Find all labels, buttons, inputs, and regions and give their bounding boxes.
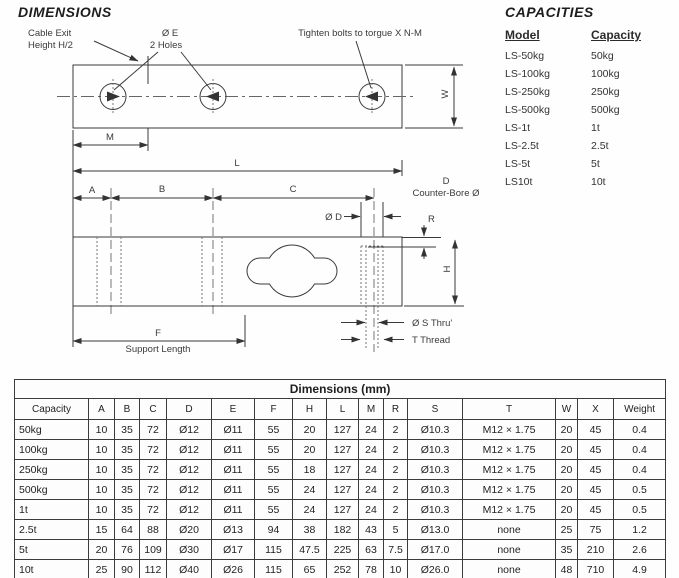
table-row <box>15 500 666 520</box>
cell-capacity: 500kg <box>15 480 89 500</box>
capacity-value: 5t <box>591 158 600 170</box>
cell-t: M12 × 1.75 <box>463 440 556 460</box>
cell-w: 20 <box>556 500 578 520</box>
capacity-value: 250kg <box>591 86 620 98</box>
capacity-column-header: Capacity <box>591 28 642 42</box>
cell-d: Ø12 <box>167 500 212 520</box>
dimension-t-thread <box>341 335 450 346</box>
cell-capacity: 100kg <box>15 440 89 460</box>
svg-text:W: W <box>440 89 451 99</box>
cell-c: 72 <box>140 500 167 520</box>
svg-text:Support Length: Support Length <box>125 344 191 355</box>
capacity-list-item <box>505 47 677 65</box>
dimensions-table <box>14 379 666 578</box>
cell-w: 48 <box>556 560 578 578</box>
column-header: X <box>578 399 614 420</box>
cell-f: 115 <box>255 540 293 560</box>
cell-w: 20 <box>556 420 578 440</box>
svg-text:Ø S Thru': Ø S Thru' <box>412 318 453 329</box>
cell-h: 18 <box>293 460 327 480</box>
table-row <box>15 460 666 480</box>
cell-c: 112 <box>140 560 167 578</box>
cell-l: 127 <box>327 420 359 440</box>
table-row <box>15 480 666 500</box>
cell-e: Ø17 <box>212 540 255 560</box>
capacity-value: 1t <box>591 122 600 134</box>
cell-weight: 0.4 <box>614 460 666 480</box>
cell-c: 72 <box>140 420 167 440</box>
svg-text:H: H <box>442 265 453 273</box>
cell-b: 35 <box>115 500 140 520</box>
cell-f: 115 <box>255 560 293 578</box>
cell-h: 38 <box>293 520 327 540</box>
cell-w: 20 <box>556 480 578 500</box>
cell-r: 2 <box>384 500 408 520</box>
svg-text:Counter-Bore Ø: Counter-Bore Ø <box>412 188 480 199</box>
capacity-value: 100kg <box>591 68 620 80</box>
cell-e: Ø26 <box>212 560 255 578</box>
model-value: LS10t <box>505 176 533 188</box>
cell-m: 24 <box>359 420 384 440</box>
cell-capacity: 2.5t <box>15 520 89 540</box>
svg-text:Tighten bolts to torgue X N-M: Tighten bolts to torgue X N-M <box>298 28 422 39</box>
cell-h: 47.5 <box>293 540 327 560</box>
cell-e: Ø11 <box>212 500 255 520</box>
cell-h: 24 <box>293 500 327 520</box>
cell-t: M12 × 1.75 <box>463 480 556 500</box>
cell-d: Ø40 <box>167 560 212 578</box>
counterbore-dimension <box>325 176 480 237</box>
column-header: M <box>359 399 384 420</box>
dimension-w <box>405 65 463 128</box>
cell-x: 75 <box>578 520 614 540</box>
cell-weight: 0.4 <box>614 440 666 460</box>
svg-text:Cable Exit: Cable Exit <box>28 28 72 39</box>
model-value: LS-100kg <box>505 68 550 80</box>
dimension-r <box>424 214 435 259</box>
cell-a: 10 <box>89 480 115 500</box>
cell-r: 10 <box>384 560 408 578</box>
cell-m: 24 <box>359 440 384 460</box>
capacity-list-item <box>505 137 677 155</box>
svg-text:F: F <box>155 328 161 339</box>
svg-text:R: R <box>428 214 435 225</box>
capacity-value: 2.5t <box>591 140 609 152</box>
cell-x: 45 <box>578 420 614 440</box>
column-header: Weight <box>614 399 666 420</box>
side-view <box>73 237 441 350</box>
model-column-header: Model <box>505 28 540 42</box>
cell-h: 20 <box>293 440 327 460</box>
cell-f: 55 <box>255 480 293 500</box>
cell-b: 64 <box>115 520 140 540</box>
cell-b: 35 <box>115 420 140 440</box>
column-header: S <box>408 399 463 420</box>
model-value: LS-5t <box>505 158 531 170</box>
cell-w: 25 <box>556 520 578 540</box>
cell-x: 45 <box>578 480 614 500</box>
capacity-value: 50kg <box>591 50 614 62</box>
svg-text:L: L <box>234 158 240 169</box>
column-header: A <box>89 399 115 420</box>
cell-b: 35 <box>115 460 140 480</box>
cell-l: 225 <box>327 540 359 560</box>
column-header: W <box>556 399 578 420</box>
table-row <box>15 420 666 440</box>
column-header: C <box>140 399 167 420</box>
cell-m: 78 <box>359 560 384 578</box>
column-header: T <box>463 399 556 420</box>
cell-t: M12 × 1.75 <box>463 500 556 520</box>
cell-d: Ø12 <box>167 420 212 440</box>
cell-c: 72 <box>140 480 167 500</box>
cell-a: 10 <box>89 500 115 520</box>
table-row <box>15 440 666 460</box>
cell-d: Ø30 <box>167 540 212 560</box>
model-value: LS-1t <box>505 122 531 134</box>
cell-e: Ø11 <box>212 420 255 440</box>
cell-weight: 0.5 <box>614 500 666 520</box>
dimension-f-support-length <box>73 315 245 355</box>
cell-m: 43 <box>359 520 384 540</box>
column-header: R <box>384 399 408 420</box>
table-title-row <box>15 380 666 399</box>
cell-f: 55 <box>255 500 293 520</box>
cell-a: 25 <box>89 560 115 578</box>
cell-r: 2 <box>384 420 408 440</box>
column-header: B <box>115 399 140 420</box>
cell-s: Ø10.3 <box>408 440 463 460</box>
capacity-value: 500kg <box>591 104 620 116</box>
column-header: L <box>327 399 359 420</box>
capacity-list-item <box>505 65 677 83</box>
capacities-panel <box>505 4 677 191</box>
cell-r: 5 <box>384 520 408 540</box>
cell-l: 127 <box>327 480 359 500</box>
cell-h: 65 <box>293 560 327 578</box>
svg-text:B: B <box>158 184 166 195</box>
cell-c: 109 <box>140 540 167 560</box>
cell-e: Ø13 <box>212 520 255 540</box>
cell-weight: 1.2 <box>614 520 666 540</box>
cell-a: 20 <box>89 540 115 560</box>
cell-e: Ø11 <box>212 460 255 480</box>
cell-l: 182 <box>327 520 359 540</box>
cell-a: 10 <box>89 440 115 460</box>
cell-d: Ø12 <box>167 440 212 460</box>
svg-text:2 Holes: 2 Holes <box>149 40 183 51</box>
cell-a: 15 <box>89 520 115 540</box>
capacity-list-item <box>505 119 677 137</box>
cell-capacity: 1t <box>15 500 89 520</box>
table-header-row <box>15 399 666 420</box>
cell-m: 24 <box>359 480 384 500</box>
cell-capacity: 50kg <box>15 420 89 440</box>
cell-f: 55 <box>255 420 293 440</box>
cell-t: M12 × 1.75 <box>463 420 556 440</box>
model-value: LS-250kg <box>505 86 550 98</box>
cell-f: 94 <box>255 520 293 540</box>
cell-l: 127 <box>327 440 359 460</box>
cell-weight: 2.6 <box>614 540 666 560</box>
cell-weight: 4.9 <box>614 560 666 578</box>
column-header: E <box>212 399 255 420</box>
cell-x: 45 <box>578 440 614 460</box>
cell-x: 710 <box>578 560 614 578</box>
dimensions-section-title: DIMENSIONS <box>18 4 112 20</box>
cell-t: none <box>463 540 556 560</box>
capacity-list-item <box>505 101 677 119</box>
cell-w: 20 <box>556 460 578 480</box>
cell-w: 20 <box>556 440 578 460</box>
cell-d: Ø20 <box>167 520 212 540</box>
capacity-list-item <box>505 83 677 101</box>
capacities-section-title: CAPACITIES <box>505 4 594 20</box>
cell-b: 35 <box>115 440 140 460</box>
column-header: Capacity <box>15 399 89 420</box>
table-row <box>15 520 666 540</box>
flexure-cutout <box>247 245 337 297</box>
cell-l: 127 <box>327 460 359 480</box>
cell-e: Ø11 <box>212 480 255 500</box>
cell-s: Ø13.0 <box>408 520 463 540</box>
cell-h: 24 <box>293 480 327 500</box>
cell-r: 7.5 <box>384 540 408 560</box>
capacity-list-item <box>505 155 677 173</box>
cell-t: M12 × 1.75 <box>463 460 556 480</box>
svg-text:Height H/2: Height H/2 <box>28 40 73 51</box>
cell-m: 63 <box>359 540 384 560</box>
cell-x: 45 <box>578 500 614 520</box>
table-title: Dimensions (mm) <box>15 380 666 399</box>
cell-r: 2 <box>384 460 408 480</box>
cell-c: 72 <box>140 460 167 480</box>
cell-a: 10 <box>89 420 115 440</box>
model-value: LS-2.5t <box>505 140 539 152</box>
cell-s: Ø10.3 <box>408 480 463 500</box>
cell-a: 10 <box>89 460 115 480</box>
table-row <box>15 540 666 560</box>
cell-s: Ø10.3 <box>408 420 463 440</box>
cell-t: none <box>463 520 556 540</box>
column-header: H <box>293 399 327 420</box>
cell-d: Ø12 <box>167 460 212 480</box>
cell-c: 88 <box>140 520 167 540</box>
model-value: LS-500kg <box>505 104 550 116</box>
svg-text:M: M <box>106 132 114 143</box>
model-value: LS-50kg <box>505 50 545 62</box>
cell-c: 72 <box>140 440 167 460</box>
cell-s: Ø17.0 <box>408 540 463 560</box>
cell-s: Ø26.0 <box>408 560 463 578</box>
dimension-h <box>404 240 464 306</box>
cell-capacity: 250kg <box>15 460 89 480</box>
cell-r: 2 <box>384 480 408 500</box>
cell-weight: 0.5 <box>614 480 666 500</box>
capacity-value: 10t <box>591 176 606 188</box>
cell-b: 76 <box>115 540 140 560</box>
cell-d: Ø12 <box>167 480 212 500</box>
svg-text:T Thread: T Thread <box>412 335 451 346</box>
cell-weight: 0.4 <box>614 420 666 440</box>
cell-x: 45 <box>578 460 614 480</box>
cell-t: none <box>463 560 556 578</box>
cell-l: 252 <box>327 560 359 578</box>
svg-text:A: A <box>88 185 96 196</box>
svg-text:C: C <box>289 184 297 195</box>
cell-s: Ø10.3 <box>408 500 463 520</box>
svg-text:Ø D: Ø D <box>325 212 342 223</box>
column-header: D <box>167 399 212 420</box>
cell-w: 35 <box>556 540 578 560</box>
cell-h: 20 <box>293 420 327 440</box>
capacities-list <box>505 47 677 191</box>
svg-text:Ø E: Ø E <box>161 28 179 39</box>
cell-f: 55 <box>255 440 293 460</box>
cell-l: 127 <box>327 500 359 520</box>
cell-m: 24 <box>359 500 384 520</box>
cell-b: 35 <box>115 480 140 500</box>
cell-r: 2 <box>384 440 408 460</box>
cell-capacity: 10t <box>15 560 89 578</box>
cell-capacity: 5t <box>15 540 89 560</box>
cell-x: 210 <box>578 540 614 560</box>
column-header: F <box>255 399 293 420</box>
svg-text:D: D <box>442 176 450 187</box>
cell-e: Ø11 <box>212 440 255 460</box>
cell-f: 55 <box>255 460 293 480</box>
cell-s: Ø10.3 <box>408 460 463 480</box>
dimension-s-thru <box>341 318 452 329</box>
capacities-header <box>505 28 677 42</box>
capacity-list-item <box>505 173 677 191</box>
cell-m: 24 <box>359 460 384 480</box>
table-row <box>15 560 666 578</box>
cell-b: 90 <box>115 560 140 578</box>
